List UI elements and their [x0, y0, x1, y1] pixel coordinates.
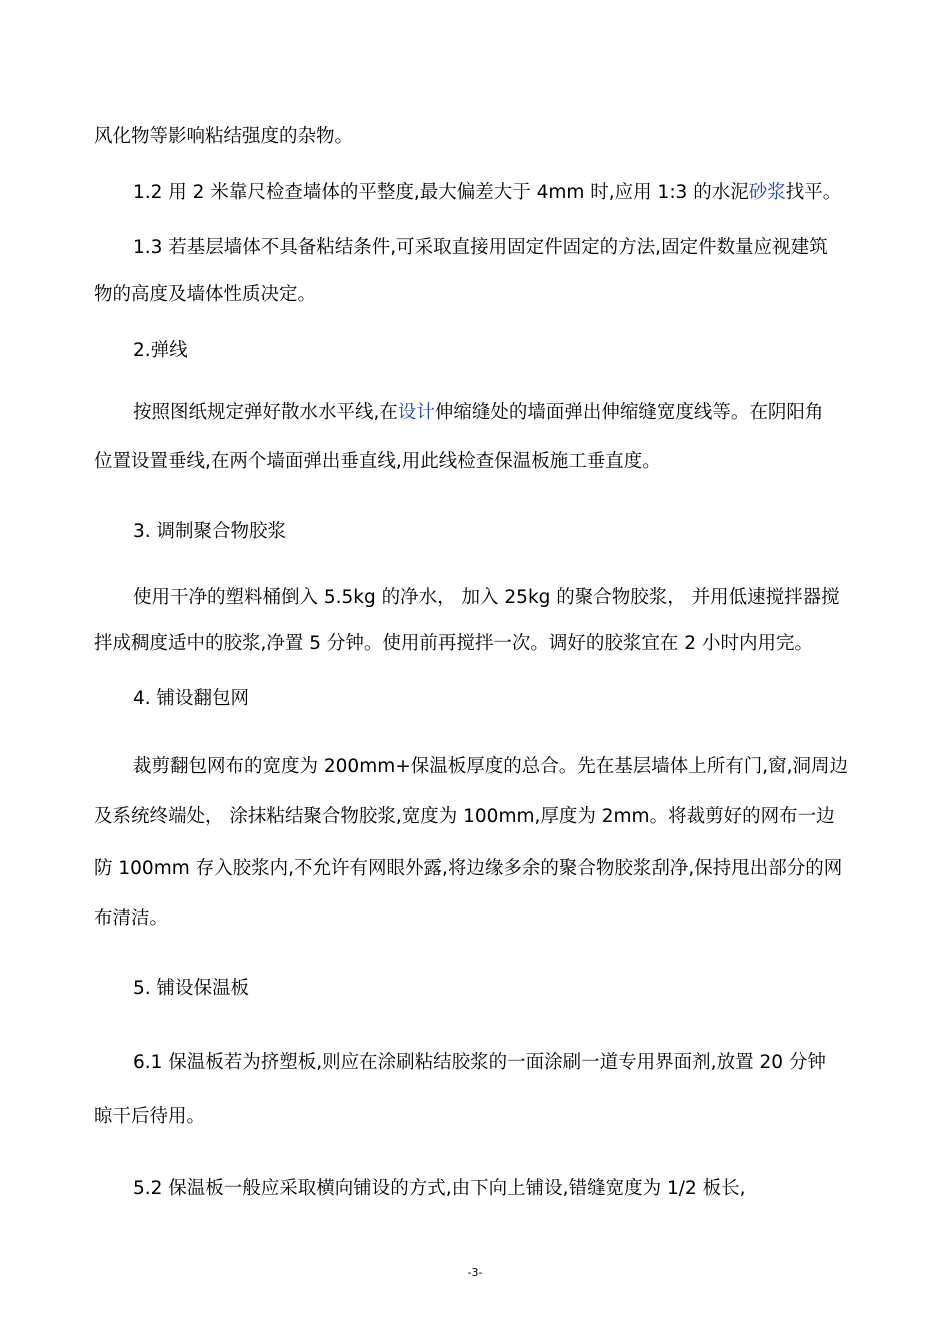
text-line: 风化物等影响粘结强度的杂物。 [94, 126, 354, 147]
text-line: 拌成稠度适中的胶浆,净置 5 分钟。使用前再搅拌一次。调好的胶浆宜在 2 小时内用完。 [94, 633, 813, 654]
link-design[interactable]: 设计 [397, 402, 435, 423]
section-heading: 2.弹线 [133, 340, 188, 361]
text-line: 裁剪翻包网布的宽度为 200mm+保温板厚度的总合。先在基层墙体上所有门,窗,洞周边 [133, 756, 848, 777]
text-line: 防 100mm 存入胶浆内,不允许有网眼外露,将边缘多余的聚合物胶浆刮净,保持甩出部分的网 [94, 858, 843, 879]
link-mortar[interactable]: 砂浆 [748, 182, 786, 203]
text-line: 使用干净的塑料桶倒入 5.5kg 的净水， 加入 25kg 的聚合物胶浆， 并用低速搅拌器搅 [133, 587, 840, 608]
text-line: 按照图纸规定弹好散水水平线,在设计伸缩缝处的墙面弹出伸缩缝宽度线等。在阴阳角 [133, 402, 824, 423]
text-line: 布清洁。 [94, 908, 169, 929]
text-line: 及系统终端处， 涂抹粘结聚合物胶浆,宽度为 100mm,厚度为 2mm。将裁剪好的网布一边 [94, 806, 835, 827]
section-heading: 3. 调制聚合物胶浆 [133, 521, 287, 542]
section-heading: 5. 铺设保温板 [133, 978, 250, 999]
text-line: 1.3 若基层墙体不具备粘结条件,可采取直接用固定件固定的方法,固定件数量应视建筑 [133, 237, 828, 258]
text-line: 6.1 保温板若为挤塑板,则应在涂刷粘结胶浆的一面涂刷一道专用界面剂,放置 20 分钟 [133, 1052, 826, 1073]
text-line: 位置设置垂线,在两个墙面弹出垂直线,用此线检查保温板施工垂直度。 [94, 451, 661, 472]
page-number: -3- [467, 1266, 483, 1279]
text-line: 1.2 用 2 米靠尺检查墙体的平整度,最大偏差大于 4mm 时,应用 1:3 的水泥砂浆找平。 [133, 182, 842, 203]
section-heading: 4. 铺设翻包网 [133, 688, 250, 709]
text-line: 物的高度及墙体性质决定。 [94, 284, 317, 305]
text-line: 5.2 保温板一般应采取横向铺设的方式,由下向上铺设,错缝宽度为 1/2 板长, [133, 1178, 746, 1199]
text-line: 晾干后待用。 [94, 1106, 206, 1127]
